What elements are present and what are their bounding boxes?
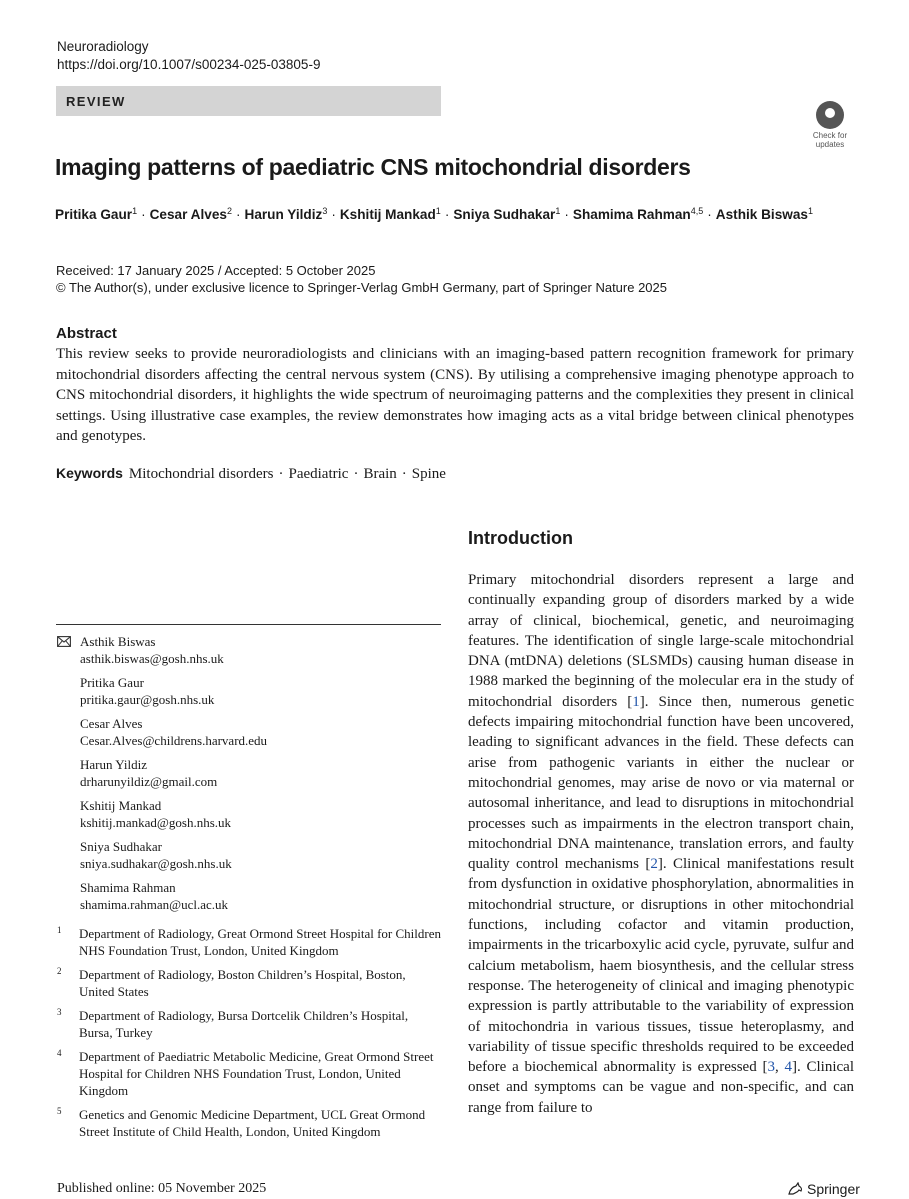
abstract-heading: Abstract bbox=[56, 325, 117, 342]
introduction-heading: Introduction bbox=[468, 528, 573, 548]
affiliation-text: Department of Paediatric Metabolic Medicine, Great Ormond Street Hospital for Children NHS Foundation Trust, London, United Kingdom bbox=[79, 1049, 434, 1098]
badge-line1: Check for bbox=[812, 131, 848, 140]
author[interactable]: Kshitij Mankad$^1$ bbox=[339, 206, 441, 222]
contact-entry bbox=[80, 797, 441, 831]
keyword: Spine bbox=[411, 466, 446, 482]
contact-email[interactable]: asthik.biswas@gosh.nhs.uk bbox=[80, 651, 224, 666]
keyword: Brain bbox=[363, 466, 397, 482]
author[interactable]: Harun Yildiz$^3$ bbox=[244, 206, 328, 222]
citation-link[interactable]: 4 bbox=[784, 1059, 792, 1076]
author[interactable]: Cesar Alves$^2$ bbox=[149, 206, 232, 222]
contact-name: Kshitij Mankad bbox=[80, 798, 162, 813]
dates-line: Received: 17 January 2025 / Accepted: 5 October 2025 bbox=[56, 263, 376, 278]
affiliation-number: 2 bbox=[57, 966, 62, 976]
footnote-divider bbox=[56, 624, 441, 625]
contact-name: Asthik Biswas bbox=[80, 634, 156, 649]
author[interactable]: Pritika Gaur$^1$ bbox=[55, 206, 138, 222]
journal-name: Neuroradiology bbox=[57, 39, 149, 54]
citation-link[interactable]: 1 bbox=[632, 693, 640, 710]
envelope-icon bbox=[57, 636, 71, 647]
affiliation-text: Department of Radiology, Great Ormond Street Hospital for Children NHS Foundation Trust, London, United Kingdom bbox=[79, 926, 441, 958]
introduction-text: Primary mitochondrial disorders represent a large and continually expanding group of disorders marked by a wide array of clinical, biochemical, genetic, and neuroimaging features. The identification of single large-scale mitochondrial DNA (mtDNA) deletions (SLSMDs) causing human disease in 1988 marked the beginning of the molecular era in the study of mitochondrial disorders [1]. Since then, numerous genetic defects impairing mitochondrial function have been uncovered, leading to significant advances in the field. These defects can arise from pathogenic variants in either the nuclear or mitochondrial genomes, may arise de novo or via maternal or autosomal inheritance, and lead to disruptions in mitochondrial processes such as impairments in the electron transport chain, mitochondrial DNA maintenance, translation errors, and faulty quality control mechanisms [2]. Clinical manifestations result from dysfunction in oxidative phosphorylation, abnormalities in mitochondrial structure, or disruptions in other mitochondrial functions, including cofactor and vitamin production, impairments in the tricarboxylic acid cycle, pyruvate, sulfur and calcium metabolism, haem biosynthesis, and the cellular stress response. The heterogeneity of clinical and imaging phenotypic expression is partly attributable to the variability of expression of mitochondria in various tissues, tissue heteroplasmy, and variability of tissue specific thresholds required to be exceeded before a biochemical abnormality is expressed [3, 4]. Clinical onset and symptoms can be vague and non-specific, and can range from failure to bbox=[468, 572, 854, 1116]
citation-link[interactable]: 3 bbox=[767, 1059, 775, 1076]
publisher-logo bbox=[787, 1181, 860, 1197]
affiliation-list bbox=[56, 925, 441, 1147]
contact-entry bbox=[80, 879, 441, 913]
keywords-line: Keywords Mitochondrial disorders · Paediatric · Brain · Spine bbox=[56, 465, 446, 482]
springer-horse-icon bbox=[787, 1182, 803, 1196]
contact-email[interactable]: Cesar.Alves@childrens.harvard.edu bbox=[80, 733, 268, 748]
publisher-name: Springer bbox=[807, 1181, 860, 1197]
contact-email[interactable]: drharunyildiz@gmail.com bbox=[80, 774, 218, 789]
affiliation-entry bbox=[56, 1007, 441, 1041]
keyword: Paediatric bbox=[288, 466, 349, 482]
doi-link[interactable]: https://doi.org/10.1007/s00234-025-03805-9 bbox=[57, 57, 321, 72]
affiliation-entry bbox=[56, 1048, 441, 1099]
author[interactable]: Shamima Rahman$^{4,5}$ bbox=[572, 206, 704, 222]
author-list: Pritika Gaur$^1$ · Cesar Alves$^2$ · Harun Yildiz$^3$ · Kshitij Mankad$^1$ · Sniya Sudhakar$^1$ · Shamima Rahman$^{4,5}$ · Asthik Biswas$^1$ bbox=[55, 206, 813, 222]
affiliation-text: Department of Radiology, Bursa Dortcelik Children’s Hospital, Bursa, Turkey bbox=[79, 1008, 409, 1040]
contact-entry bbox=[80, 674, 441, 708]
author[interactable]: Asthik Biswas$^1$ bbox=[715, 206, 813, 222]
abstract-text: This review seeks to provide neuroradiologists and clinicians with an imaging-based pattern recognition framework for primary mitochondrial disorders affecting the central nervous system (CNS). By utilising a comprehensive imaging phenotype approach to CNS mitochondrial disorders, it highlights the wide spectrum of neuroimaging patterns and the complexities they present in clinical settings. Using illustrative case examples, the review demonstrates how imaging acts as a vital bridge between clinical phenotypes and genotypes. bbox=[56, 346, 854, 444]
keywords-label: Keywords bbox=[56, 465, 123, 481]
affiliation-entry bbox=[56, 966, 441, 1000]
affiliation-number: 1 bbox=[57, 925, 62, 935]
contact-name: Cesar Alves bbox=[80, 716, 143, 731]
contact-name: Sniya Sudhakar bbox=[80, 839, 162, 854]
contact-email[interactable]: shamima.rahman@ucl.ac.uk bbox=[80, 897, 229, 912]
affiliation-entry bbox=[56, 925, 441, 959]
contact-name: Harun Yildiz bbox=[80, 757, 148, 772]
check-for-updates-badge[interactable] bbox=[806, 100, 854, 152]
copyright-line: © The Author(s), under exclusive licence to Springer-Verlag GmbH Germany, part of Springer Nature 2025 bbox=[56, 280, 667, 295]
affiliation-number: 3 bbox=[57, 1007, 62, 1017]
contact-email[interactable]: kshitij.mankad@gosh.nhs.uk bbox=[80, 815, 231, 830]
keyword: Mitochondrial disorders bbox=[128, 466, 274, 482]
published-date: Published online: 05 November 2025 bbox=[57, 1181, 267, 1196]
article-title: Imaging patterns of paediatric CNS mitochondrial disorders bbox=[55, 154, 691, 180]
section-label: REVIEW bbox=[56, 86, 441, 116]
citation-link[interactable]: 2 bbox=[650, 856, 658, 873]
crossmark-icon bbox=[816, 101, 844, 129]
contact-entry bbox=[80, 715, 441, 749]
contact-entry bbox=[80, 838, 441, 872]
contact-list bbox=[56, 633, 441, 920]
affiliation-entry bbox=[56, 1106, 441, 1140]
contact-email[interactable]: sniya.sudhakar@gosh.nhs.uk bbox=[80, 856, 232, 871]
contact-email[interactable]: pritika.gaur@gosh.nhs.uk bbox=[80, 692, 215, 707]
affiliation-number: 4 bbox=[57, 1048, 62, 1058]
affiliation-number: 5 bbox=[57, 1106, 62, 1116]
badge-line2: updates bbox=[815, 140, 845, 149]
author[interactable]: Sniya Sudhakar$^1$ bbox=[453, 206, 561, 222]
contact-name: Pritika Gaur bbox=[80, 675, 144, 690]
affiliation-text: Department of Radiology, Boston Children’s Hospital, Boston, United States bbox=[79, 967, 406, 999]
contact-entry bbox=[80, 756, 441, 790]
affiliation-text: Genetics and Genomic Medicine Department, UCL Great Ormond Street Institute of Child Health, London, United Kingdom bbox=[79, 1107, 426, 1139]
contact-entry bbox=[80, 633, 441, 667]
contact-name: Shamima Rahman bbox=[80, 880, 176, 895]
